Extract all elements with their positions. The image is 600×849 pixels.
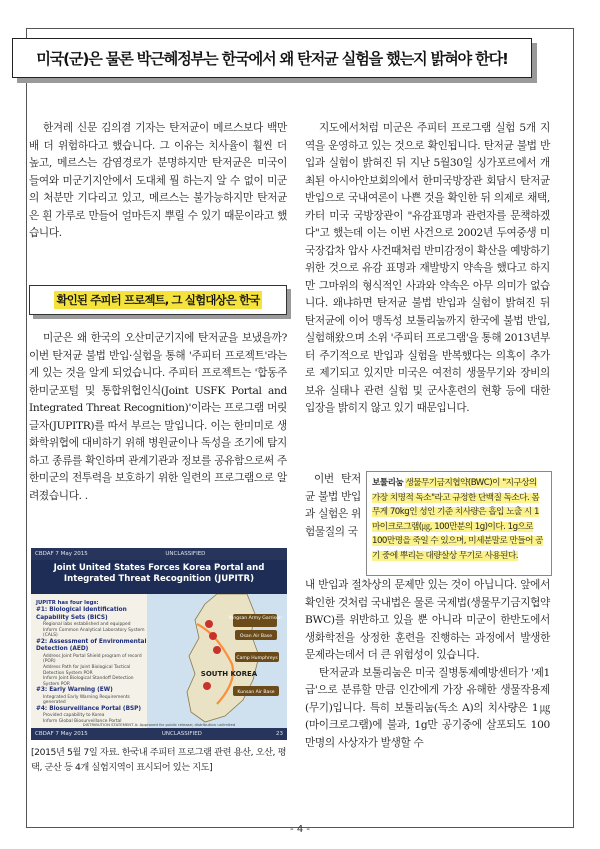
- figure-caption: [2015년 5월 7일 자료. 한국내 주피터 프로그램 관련 용산, 오산, 평택, 군산 등 4개 실험지역이 표시되어 있는 지도]: [31, 747, 287, 773]
- map-label-humphreys: Camp Humphreys: [236, 656, 278, 661]
- map-label-osan: Osan Air Base: [239, 634, 273, 639]
- right-body-paragraph-2: 내 반입과 절차상의 문제만 있는 것이 아닙니다. 앞에서 확인한 것처럼 국내법은 물론 국제법(생물무기금지협약 BWC)를 위반하고 있을 뿐 아니라 미군이 한반도에서 생화학전을 상정한 훈련을 진행하는 과정에서 발생한 문제라는데서 더 큰 위험성이 있습니다.: [305, 579, 550, 661]
- figure-top-date: CBDAF 7 May 2015: [35, 551, 88, 557]
- site-marker: [205, 620, 213, 628]
- leg-note: Address Path for Joint Biological Tactical Detection System POR: [43, 665, 131, 676]
- map-label-kunsan: Kunsan Air Base: [237, 690, 275, 695]
- side-text-column: [305, 471, 361, 541]
- leg-item: #4: Biosurveillance Portal (BSP): [36, 705, 142, 712]
- section-heading: 확인된 주피터 프로젝트, 그 실험대상은 한국: [56, 293, 260, 307]
- site-marker: [203, 682, 211, 690]
- map-label-south-korea: SOUTH KOREA: [200, 670, 258, 678]
- leg-note: Inform Global Biosurveillance Portal: [43, 718, 122, 724]
- map-label-yongsan: Yongsan Army Garrison: [228, 616, 282, 621]
- right-body-paragraph-3: 탄저균과 보툴리눔은 미국 질병통제예방센터가 '제1급'으로 분류할 만큼 인간에게 가장 유해한 생물작용제(무기)입니다. 특히 보툴리눔(독소 A)의 치사량은 1㎍(마이크로그램)에 불과, 1g만 공기중에 살포되도 100만명의 사상자가 발생할 수: [305, 666, 550, 749]
- leg-item: #2: Assessment of Environmental Detection (AED): [36, 639, 147, 653]
- figure-title: Joint United States Forces Korea Portal and Integrated Threat Recognition (JUPITR): [53, 563, 265, 584]
- article-title: 미국(군)은 물론 박근혜정부는 한국에서 왜 탄저균 실험을 했는지 밝혀야 한다!: [36, 49, 508, 68]
- korea-map: [147, 594, 287, 728]
- article-title-box: [12, 38, 532, 78]
- leg-note: Inform Joint Biological Standoff Detection System POR: [43, 676, 134, 687]
- site-marker: [209, 632, 217, 640]
- figure-top-bar: [31, 548, 287, 560]
- section-heading-box: [29, 285, 287, 315]
- right-body-column: [305, 120, 550, 418]
- note-term: 보툴리눔: [372, 478, 404, 488]
- leg-item: #3: Early Warning (EW): [36, 687, 113, 694]
- figure-body: [31, 594, 287, 728]
- figure-bottom-bar: [31, 728, 287, 740]
- leg-note: Provided capability to Korea: [43, 713, 105, 719]
- leg-note: Regional labs established and equipped: [43, 622, 131, 628]
- figure-bottom-date: CBDAF 7 May 2015: [35, 731, 88, 737]
- right-body-column-2: [305, 577, 550, 752]
- page-number: - 4 -: [290, 824, 310, 835]
- jupitr-figure: [31, 548, 287, 740]
- figure-top-classification: UNCLASSIFIED: [165, 551, 206, 557]
- intro-column: [29, 120, 287, 243]
- leg-note: Inform Common Analytical Laboratory System (CALS): [43, 627, 145, 639]
- leg-note: Address Joint Portal Shield program of record (POR): [43, 653, 142, 665]
- note-text: 생물무기금지협약(BWC)이 "지구상의 가장 치명적 독소"라고 규정한 단백질 독소다. 몸무게 70kg인 성인 기준 치사량은 흡입 노출 시 1마이크로그램(㎍, 100만분의 1g)이다. 1g으로 100만명을 죽일 수 있으며, 미세분말로 만들어 공기 중에 뿌리는 대량살상 무기로 사용된다.: [372, 478, 543, 561]
- side-text: 이번 탄저균 불법 반입과 실험은 위험물질의 국: [305, 473, 361, 538]
- figure-distribution-statement: DISTRIBUTION STATEMENT A: Approved for public release; distribution unlimited: [82, 722, 236, 727]
- left-body-column: [29, 330, 287, 505]
- right-body-paragraph: 지도에서처럼 미군은 주피터 프로그램 실험 5개 지역을 운영하고 있는 것으로 확인됩니다. 탄저균 불법 반입과 실험이 밝혀진 뒤 지난 5월30일 싱가포르에서 개최된 아시아안보회의에서 한미국방장관 회담시 탄저균 반입으로 국내여론이 나쁜 것을 확인한 뒤 의제로 채택, 카터 미국 국방장관이 "유감표명과 관련자를 문책하겠다"고 했는데 이는 이번 사건으로 2002년 두여중생 미국장갑차 압사 사건때처럼 반미감정이 확산을 예방하기 위한 것으로 유감 표명과 재발방지 약속을 했다고 하지만 그마위의 형식적인 사과와 약속은 아무 의미가 없습니다. 왜냐하면 탄저균 불법 반입과 실험이 밝혀진 뒤 탄저균에 이어 맹독성 보툴리눔까지 한국에 불법 반입, 실험해왔으며 소위 '주피터 프로그램'을 통해 2013년부터 주기적으로 반입과 실험을 반복했다는 의혹이 추가로 제기되고 있지만 미국은 여전히 생물무기와 장비의 보유 실태나 관련 실험 및 군사훈련의 현황 등에 대한 입장을 밝히지 않고 있기 때문입니다.: [305, 122, 550, 414]
- figure-list-heading: JUPITR has four legs:: [36, 600, 99, 606]
- figure-slide-number: 23: [276, 731, 283, 737]
- botulinum-note-box: [366, 471, 552, 576]
- left-body-paragraph: 미군은 왜 한국의 오산미군기지에 탄저균을 보냈을까? 이번 탄저균 불법 반입·실험을 통해 '주피터 프로젝트'라는게 있는 것을 알게 되었습니다. 주피터 프로젝트는 '합동주한미군포털 및 통합위협인식(Joint USFK Portal and Integrated Threat Recognition)'이라는 프로그램 머릿글자(JUPITR)를 따서 부르는 말입니다. 이는 한미미로 생화학위협에 대비하기 위해 병원균이나 독성을 조기에 탐지하고 종류를 확인하며 관계기관과 정보를 공유함으로써 주한미군의 전투력을 보호하기 위한 일련의 프로그램으로 알려졌습니다. .: [29, 332, 287, 502]
- intro-paragraph: 한겨레 신문 김의겸 기자는 탄저균이 메르스보다 백만배 더 위험하다고 했습니다. 그 이유는 치사율이 훨씬 더 높고, 메르스는 감염경로가 분명하지만 탄저균은 미국이 들여와 미군기지안에서 도대체 뭘 하는지 알 수 없이 미군의 처분만 기다리고 있고, 메르스는 불가능하지만 탄저균은 흰 가루로 만들어 얼마든지 뿌릴 수 있기 때문이라고 했습니다.: [29, 122, 287, 239]
- leg-item: #1: Biological Identification Capability Sets (BICS): [36, 607, 127, 621]
- figure-legs-list: [36, 600, 148, 725]
- leg-note: Integrated Early Warning Requirements generated: [43, 694, 130, 706]
- figure-bottom-classification: UNCLASSIFIED: [161, 731, 202, 737]
- site-marker: [213, 646, 221, 654]
